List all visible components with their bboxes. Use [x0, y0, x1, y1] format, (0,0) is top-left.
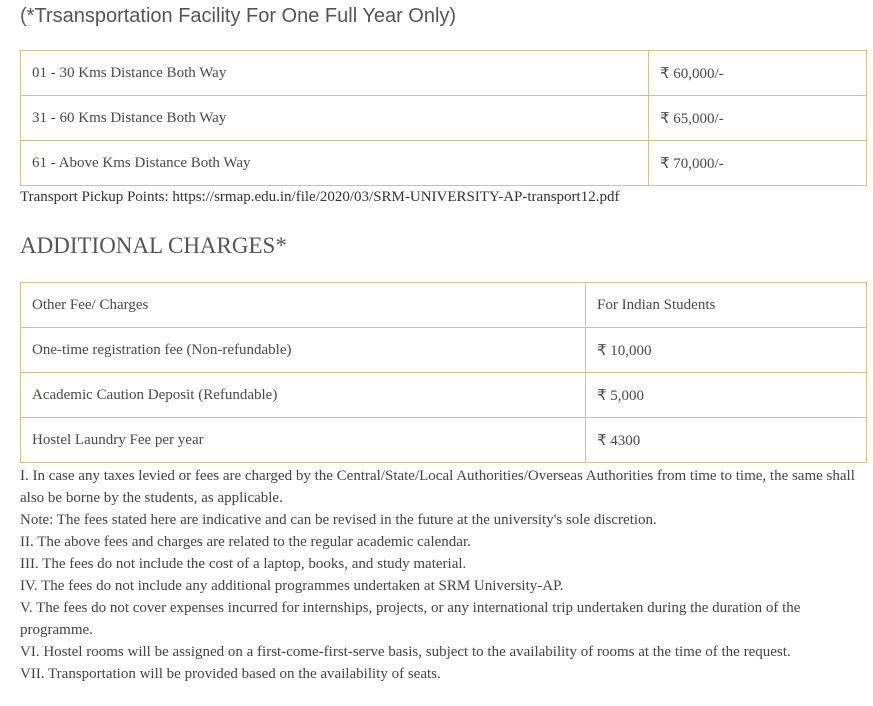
- fee-cell: ₹ 70,000/-: [649, 141, 867, 186]
- note-item: VI. Hostel rooms will be assigned on a first-come-first-serve basis, subject to the availability of rooms at the time of the request.: [20, 644, 791, 660]
- distance-cell: 31 - 60 Kms Distance Both Way: [21, 96, 649, 141]
- charge-amount-cell: ₹ 5,000: [586, 373, 867, 418]
- note-item: IV. The fees do not include any additional programmes undertaken at SRM University-AP.: [20, 578, 564, 594]
- transport-heading: (*Trsansportation Facility For One Full Year Only): [20, 5, 457, 27]
- fee-cell: ₹ 60,000/-: [649, 51, 867, 96]
- transport-pickup-points: Transport Pickup Points: https://srmap.edu.in/file/2020/03/SRM-UNIVERSITY-AP-transport12.pdf: [20, 189, 620, 205]
- note-item: V. The fees do not cover expenses incurred for internships, projects, or any international trip undertaken during the duration of the programme.: [20, 600, 801, 638]
- distance-cell: 61 - Above Kms Distance Both Way: [21, 141, 649, 186]
- charge-item-cell: Academic Caution Deposit (Refundable): [21, 373, 586, 418]
- additional-charges-title: ADDITIONAL CHARGES*: [20, 233, 287, 258]
- note-item: II. The above fees and charges are related to the regular academic calendar.: [20, 534, 471, 550]
- transport-fee-table: [20, 50, 867, 186]
- fee-cell: ₹ 65,000/-: [649, 96, 867, 141]
- note-item: Note: The fees stated here are indicative and can be revised in the future at the university's sole discretion.: [20, 512, 657, 528]
- table-row: [21, 418, 867, 463]
- distance-cell: 01 - 30 Kms Distance Both Way: [21, 51, 649, 96]
- note-item: VII. Transportation will be provided based on the availability of seats.: [20, 666, 441, 682]
- table-row: [21, 328, 867, 373]
- header-indian-students: For Indian Students: [586, 283, 867, 328]
- fee-notes: [20, 465, 870, 685]
- table-header-row: [21, 283, 867, 328]
- table-row: [21, 96, 867, 141]
- charge-amount-cell: ₹ 10,000: [586, 328, 867, 373]
- note-item: III. The fees do not include the cost of a laptop, books, and study material.: [20, 556, 467, 572]
- note-item: I. In case any taxes levied or fees are charged by the Central/State/Local Authorities/Overseas Authorities from time to time, the same shall also be borne by the students, as applicable.: [20, 468, 855, 506]
- charge-amount-cell: ₹ 4300: [586, 418, 867, 463]
- additional-charges-table: [20, 282, 867, 463]
- table-row: [21, 141, 867, 186]
- charge-item-cell: Hostel Laundry Fee per year: [21, 418, 586, 463]
- header-other-fee: Other Fee/ Charges: [21, 283, 586, 328]
- table-row: [21, 51, 867, 96]
- charge-item-cell: One-time registration fee (Non-refundable): [21, 328, 586, 373]
- table-row: [21, 373, 867, 418]
